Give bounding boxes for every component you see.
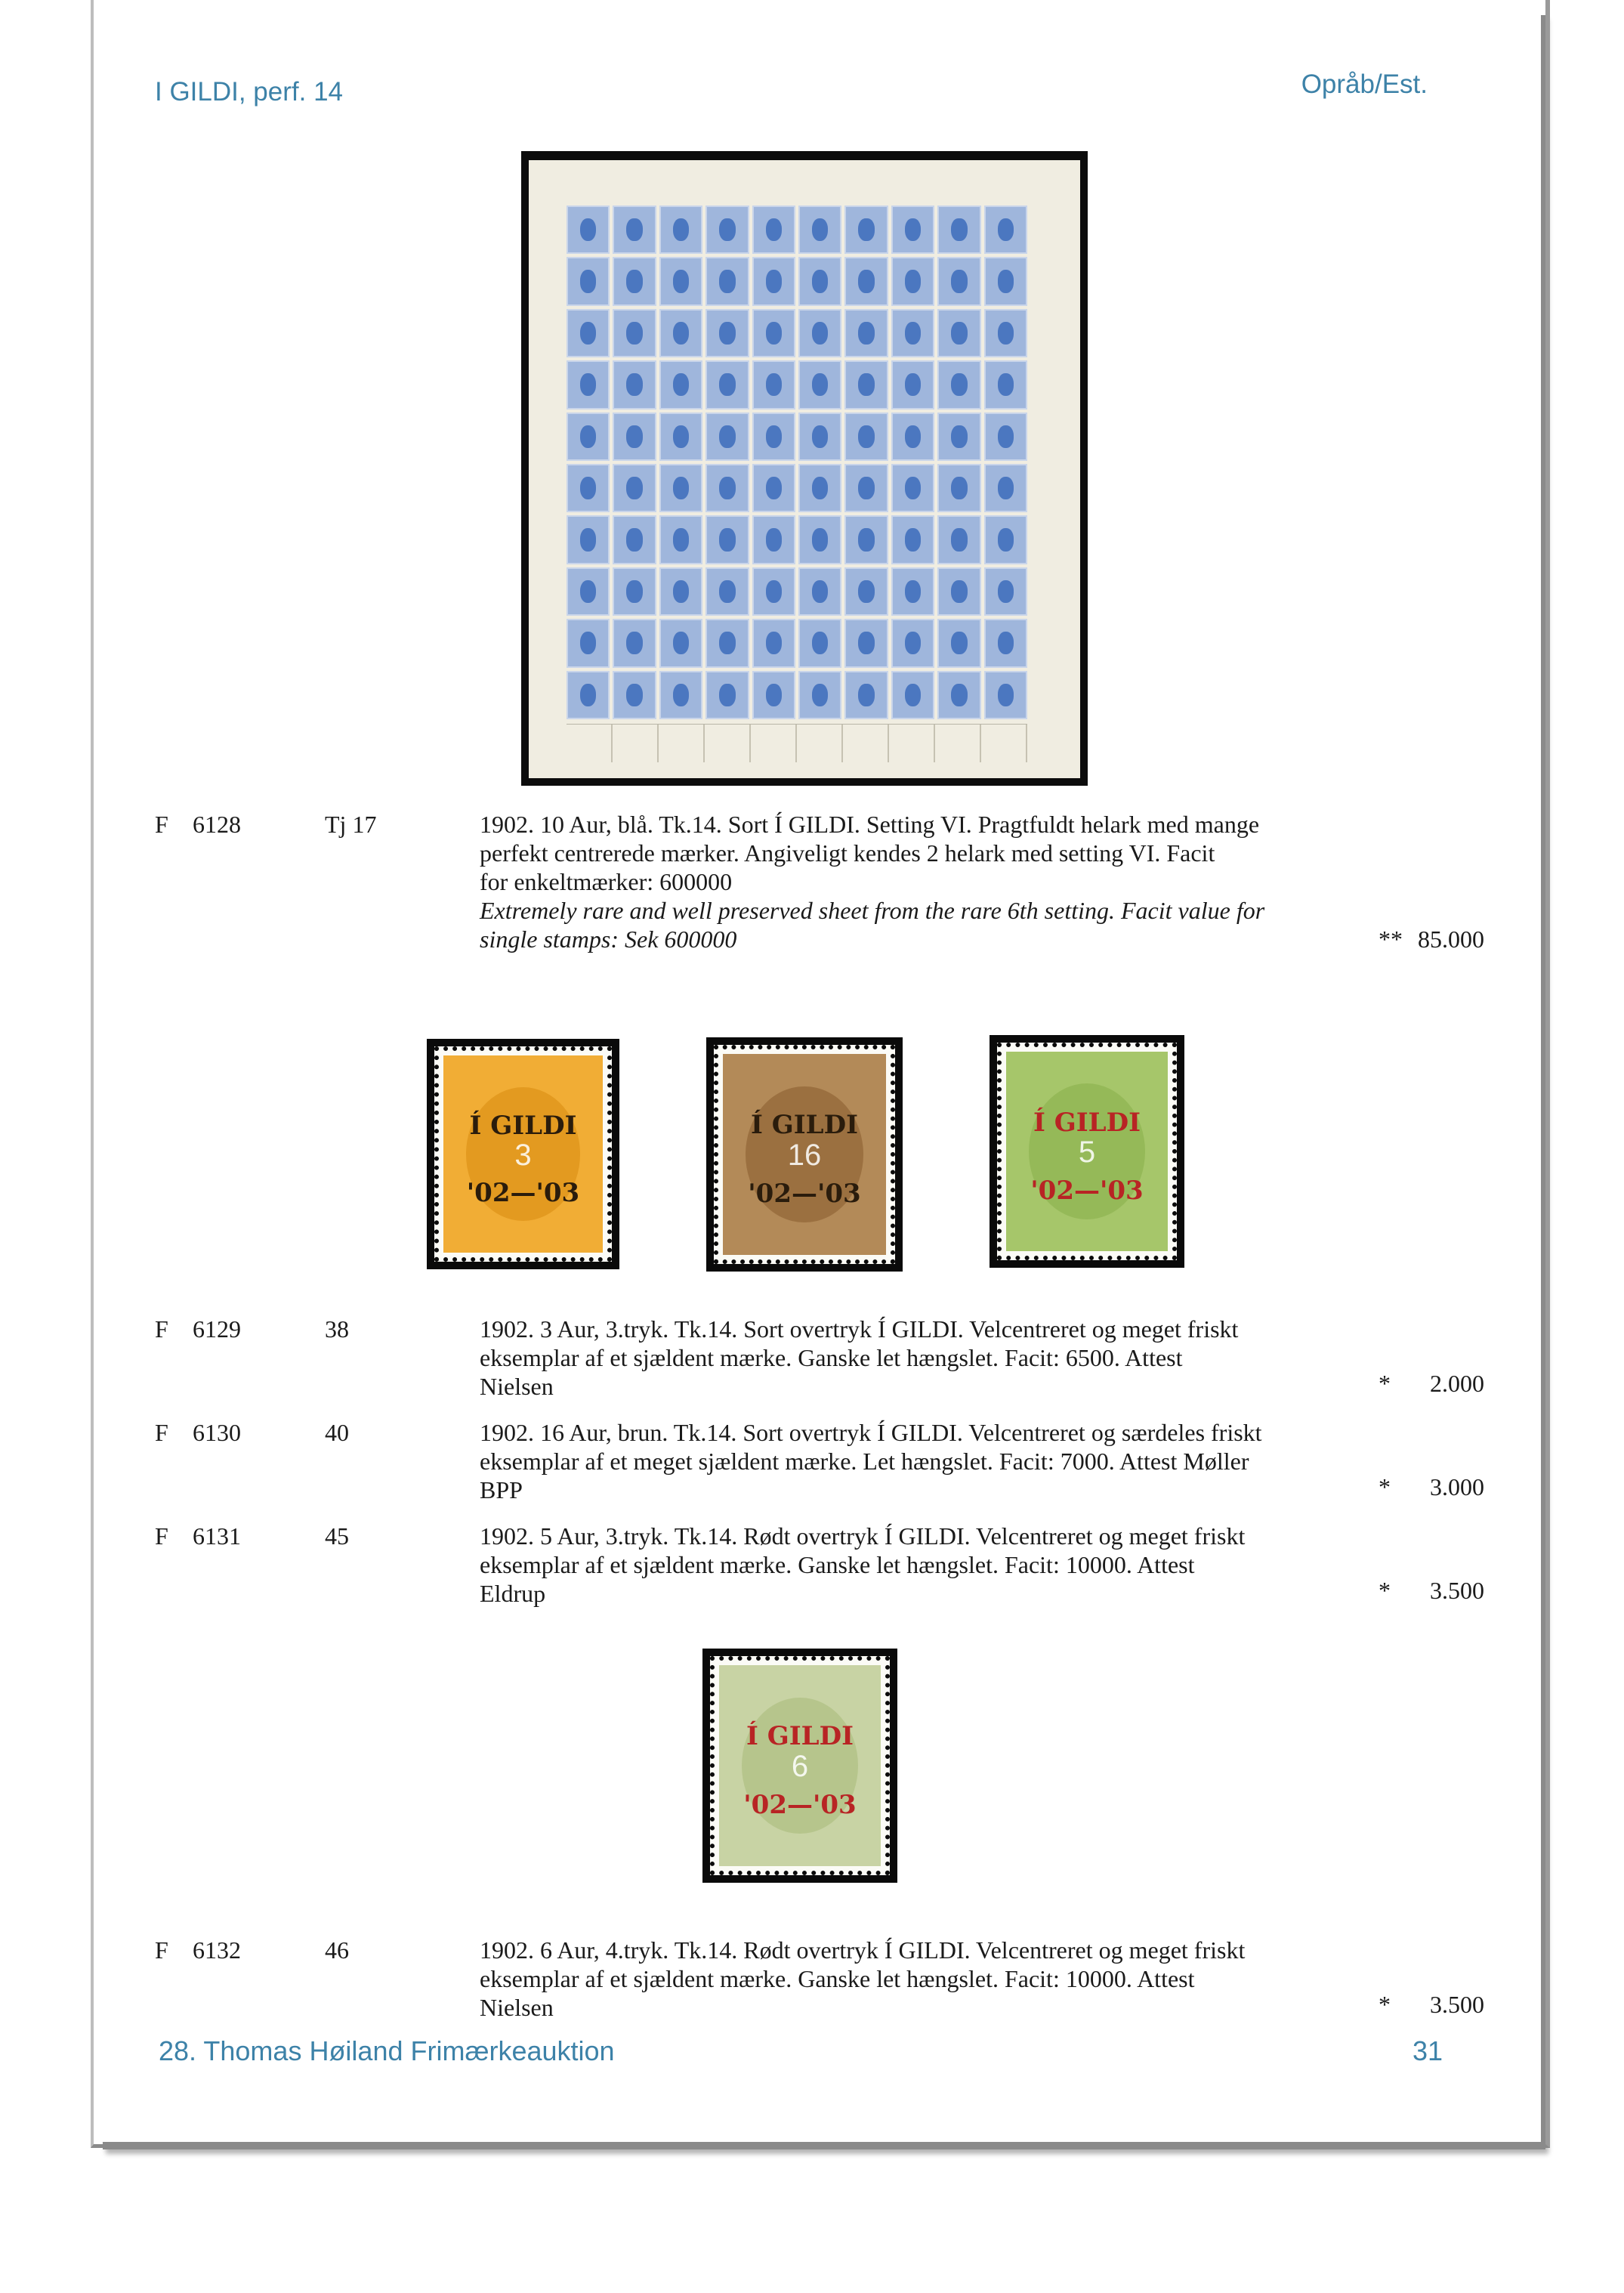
sheet-stamp	[798, 413, 841, 461]
sheet-stamp	[705, 567, 749, 616]
sheet-stamp	[752, 360, 795, 409]
lot-description	[480, 1418, 1348, 1504]
description-line: eksemplar af et sjældent mærke. Ganske let hængslet. Facit: 10000. Attest	[480, 1551, 1195, 1578]
stamp-value: 6	[791, 1749, 809, 1783]
sheet-stamp	[567, 567, 610, 616]
sheet-stamp	[891, 515, 934, 564]
lot-description	[480, 1315, 1348, 1401]
catalog-number: 46	[325, 1936, 349, 1964]
sheet-stamp	[844, 464, 888, 512]
stamp-value: 3	[514, 1138, 532, 1172]
sheet-stamp	[937, 360, 980, 409]
sheet-stamp	[705, 619, 749, 667]
sheet-stamp	[984, 619, 1027, 667]
sheet-stamp	[752, 309, 795, 357]
description-line: 1902. 10 Aur, blå. Tk.14. Sort Í GILDI. Setting VI. Pragtfuldt helark med mange	[480, 811, 1260, 838]
sheet-stamp	[752, 464, 795, 512]
sheet-stamp	[613, 257, 656, 305]
sheet-stamp	[937, 515, 980, 564]
condition-mark: *	[1379, 1473, 1391, 1500]
sheet-stamp-grid	[567, 206, 1027, 719]
sheet-stamp	[613, 413, 656, 461]
stamp-value: 5	[1078, 1135, 1096, 1169]
sheet-stamp	[844, 360, 888, 409]
description-line: 1902. 3 Aur, 3.tryk. Tk.14. Sort overtryk Í GILDI. Velcentreret og meget friskt	[480, 1315, 1239, 1343]
sheet-stamp	[891, 257, 934, 305]
overprint-year: '02—'03	[1030, 1175, 1144, 1206]
sheet-stamp	[613, 619, 656, 667]
sheet-stamp	[659, 464, 702, 512]
sheet-stamp	[937, 567, 980, 616]
sheet-stamp	[844, 515, 888, 564]
sheet-stamp	[798, 515, 841, 564]
sheet-stamp	[891, 360, 934, 409]
stamp-face	[443, 1055, 603, 1253]
condition-mark: *	[1379, 1370, 1391, 1397]
catalog-number: 38	[325, 1315, 349, 1343]
overprint-text: Í GILDI	[751, 1110, 858, 1141]
lot-prefix: F	[155, 1315, 168, 1343]
sheet-stamp	[659, 567, 702, 616]
section-title: I GILDI, perf. 14	[155, 77, 343, 107]
sheet-stamp	[984, 515, 1027, 564]
stamp-image-16-aur	[706, 1037, 903, 1272]
sheet-stamp	[567, 413, 610, 461]
lot-number: 6128	[193, 811, 241, 838]
sheet-stamp	[752, 515, 795, 564]
stamp-sheet-image	[521, 151, 1088, 786]
stamp-face	[719, 1665, 881, 1866]
sheet-stamp	[705, 413, 749, 461]
estimate-price: 85.000	[1418, 926, 1484, 953]
lot-number: 6131	[193, 1522, 241, 1550]
sheet-stamp	[659, 671, 702, 719]
catalog-number: Tj 17	[325, 811, 377, 838]
sheet-stamp	[705, 464, 749, 512]
catalog-page	[98, 8, 1541, 2142]
sheet-stamp	[567, 360, 610, 409]
sheet-stamp	[659, 257, 702, 305]
description-line: eksemplar af et sjældent mærke. Ganske let hængslet. Facit: 10000. Attest	[480, 1965, 1195, 1992]
estimate-column-label: Opråb/Est.	[1301, 70, 1428, 99]
overprint-text: Í GILDI	[469, 1111, 577, 1142]
sheet-stamp	[613, 567, 656, 616]
catalog-number: 40	[325, 1419, 349, 1446]
sheet-stamp	[798, 671, 841, 719]
stamp-image-5-aur	[990, 1035, 1184, 1268]
condition-mark: **	[1379, 926, 1403, 953]
sheet-stamp	[984, 360, 1027, 409]
sheet-stamp	[984, 257, 1027, 305]
sheet-stamp	[798, 360, 841, 409]
sheet-stamp	[567, 206, 610, 254]
sheet-stamp	[984, 309, 1027, 357]
sheet-stamp	[705, 309, 749, 357]
description-line: Nielsen	[480, 1994, 554, 2021]
overprint-year: '02—'03	[748, 1178, 861, 1209]
sheet-stamp	[844, 206, 888, 254]
sheet-stamp	[659, 413, 702, 461]
sheet-stamp	[567, 464, 610, 512]
lot-description	[480, 810, 1348, 953]
sheet-stamp	[937, 309, 980, 357]
sheet-stamp	[567, 309, 610, 357]
stamp-image-6-aur	[702, 1649, 897, 1883]
lot-number: 6132	[193, 1936, 241, 1964]
sheet-stamp	[659, 206, 702, 254]
overprint-year: '02—'03	[743, 1789, 857, 1820]
sheet-stamp	[844, 257, 888, 305]
sheet-stamp	[984, 671, 1027, 719]
lot-prefix: F	[155, 1419, 168, 1446]
sheet-stamp	[937, 413, 980, 461]
sheet-stamp	[844, 413, 888, 461]
page-number: 31	[1412, 2035, 1443, 2066]
sheet-stamp	[659, 619, 702, 667]
catalog-number: 45	[325, 1522, 349, 1550]
sheet-stamp	[798, 309, 841, 357]
stamp-face	[1006, 1052, 1168, 1251]
description-line: Nielsen	[480, 1373, 554, 1400]
lot-prefix: F	[155, 811, 168, 838]
sheet-stamp	[659, 360, 702, 409]
sheet-stamp	[613, 515, 656, 564]
sheet-bottom-margin	[567, 724, 1027, 762]
sheet-stamp	[891, 567, 934, 616]
sheet-stamp	[752, 257, 795, 305]
sheet-stamp	[613, 206, 656, 254]
stamp-image-3-aur	[427, 1039, 619, 1269]
description-line: 1902. 6 Aur, 4.tryk. Tk.14. Rødt overtryk Í GILDI. Velcentreret og meget friskt	[480, 1936, 1246, 1964]
sheet-stamp	[705, 206, 749, 254]
sheet-stamp	[752, 206, 795, 254]
sheet-stamp	[567, 671, 610, 719]
sheet-stamp	[752, 619, 795, 667]
sheet-stamp	[659, 515, 702, 564]
sheet-stamp	[613, 464, 656, 512]
description-english-line: single stamps: Sek 600000	[480, 926, 737, 953]
description-line: 1902. 5 Aur, 3.tryk. Tk.14. Rødt overtryk Í GILDI. Velcentreret og meget friskt	[480, 1522, 1246, 1550]
description-line: for enkeltmærker: 600000	[480, 868, 733, 895]
sheet-stamp	[613, 309, 656, 357]
sheet-stamp	[984, 206, 1027, 254]
sheet-stamp	[937, 206, 980, 254]
sheet-stamp	[567, 257, 610, 305]
sheet-stamp	[891, 309, 934, 357]
estimate-price: 2.000	[1430, 1370, 1484, 1397]
estimate-price: 3.500	[1430, 1577, 1484, 1604]
sheet-stamp	[613, 671, 656, 719]
sheet-stamp	[984, 413, 1027, 461]
auction-name: 28. Thomas Høiland Frimærkeauktion	[159, 2035, 615, 2066]
sheet-stamp	[798, 464, 841, 512]
sheet-stamp	[891, 464, 934, 512]
description-line: perfekt centrerede mærker. Angiveligt kendes 2 helark med setting VI. Facit	[480, 839, 1215, 867]
sheet-stamp	[659, 309, 702, 357]
sheet-stamp	[891, 671, 934, 719]
sheet-stamp	[844, 309, 888, 357]
lot-number: 6129	[193, 1315, 241, 1343]
description-line: Eldrup	[480, 1580, 546, 1607]
sheet-stamp	[984, 464, 1027, 512]
lot-description	[480, 1522, 1348, 1608]
description-line: 1902. 16 Aur, brun. Tk.14. Sort overtryk Í GILDI. Velcentreret og særdeles friskt	[480, 1419, 1262, 1446]
sheet-stamp	[984, 567, 1027, 616]
estimate-price: 3.000	[1430, 1473, 1484, 1500]
sheet-stamp	[752, 671, 795, 719]
overprint-year: '02—'03	[466, 1177, 580, 1208]
condition-mark: *	[1379, 1991, 1391, 2018]
sheet-stamp	[798, 567, 841, 616]
sheet-stamp	[798, 206, 841, 254]
sheet-stamp	[937, 671, 980, 719]
lot-description	[480, 1936, 1348, 2022]
sheet-stamp	[798, 257, 841, 305]
description-line: eksemplar af et meget sjældent mærke. Let hængslet. Facit: 7000. Attest Møller	[480, 1448, 1249, 1475]
description-line: eksemplar af et sjældent mærke. Ganske let hængslet. Facit: 6500. Attest	[480, 1344, 1183, 1371]
overprint-text: Í GILDI	[1033, 1107, 1141, 1138]
lot-prefix: F	[155, 1522, 168, 1550]
condition-mark: *	[1379, 1577, 1391, 1604]
sheet-stamp	[891, 413, 934, 461]
description-line: BPP	[480, 1476, 523, 1503]
sheet-stamp	[705, 671, 749, 719]
sheet-stamp	[844, 671, 888, 719]
sheet-stamp	[844, 567, 888, 616]
sheet-stamp	[705, 515, 749, 564]
sheet-paper	[529, 160, 1080, 778]
stamp-value: 16	[787, 1138, 822, 1172]
sheet-stamp	[705, 360, 749, 409]
sheet-stamp	[567, 619, 610, 667]
sheet-stamp	[891, 619, 934, 667]
sheet-stamp	[705, 257, 749, 305]
sheet-stamp	[798, 619, 841, 667]
sheet-stamp	[752, 413, 795, 461]
sheet-stamp	[844, 619, 888, 667]
sheet-stamp	[937, 464, 980, 512]
overprint-text: Í GILDI	[746, 1721, 854, 1752]
sheet-stamp	[937, 619, 980, 667]
sheet-stamp	[567, 515, 610, 564]
sheet-stamp	[752, 567, 795, 616]
lot-number: 6130	[193, 1419, 241, 1446]
stamp-face	[723, 1054, 886, 1255]
sheet-stamp	[937, 257, 980, 305]
sheet-stamp	[613, 360, 656, 409]
lot-prefix: F	[155, 1936, 168, 1964]
description-english-line: Extremely rare and well preserved sheet from the rare 6th setting. Facit value for	[480, 897, 1265, 924]
estimate-price: 3.500	[1430, 1991, 1484, 2018]
sheet-stamp	[891, 206, 934, 254]
